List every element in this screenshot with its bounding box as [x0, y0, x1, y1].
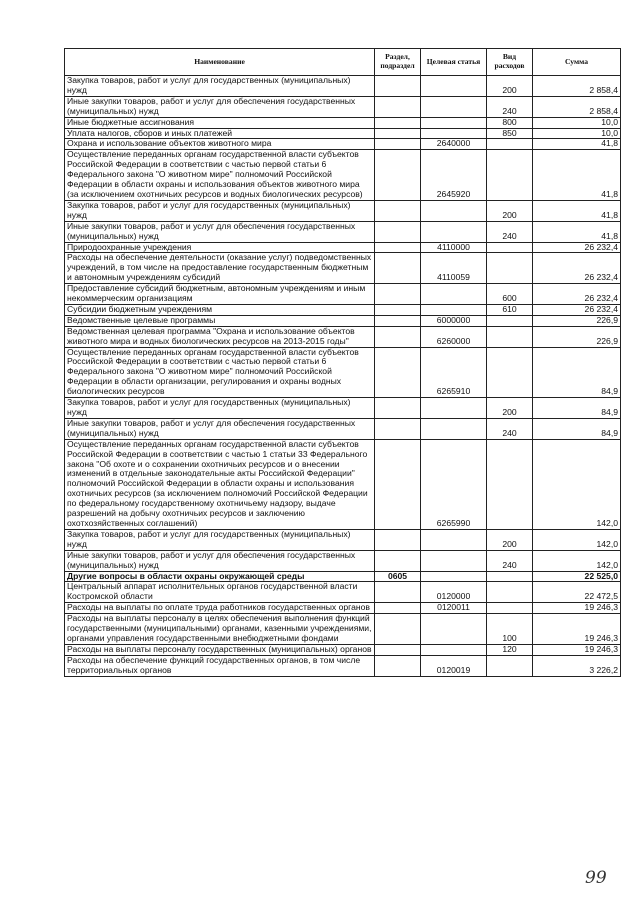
- row-section: [375, 439, 421, 529]
- row-sum: 142,0: [533, 550, 621, 571]
- table-row: [65, 128, 621, 139]
- table-row: [65, 398, 621, 419]
- row-expense-type: 120: [487, 644, 533, 655]
- row-name: Иные бюджетные ассигнования: [65, 117, 375, 128]
- row-section: [375, 96, 421, 117]
- row-expense-type: 240: [487, 418, 533, 439]
- row-expense-type: [487, 655, 533, 676]
- row-expense-type: [487, 326, 533, 347]
- row-sum: 41,8: [533, 200, 621, 221]
- row-section: 0605: [375, 571, 421, 582]
- row-sum: 84,9: [533, 418, 621, 439]
- row-expense-type: 850: [487, 128, 533, 139]
- row-target-article: [421, 644, 487, 655]
- table-row: [65, 418, 621, 439]
- table-row: [65, 96, 621, 117]
- row-section: [375, 644, 421, 655]
- row-target-article: [421, 418, 487, 439]
- row-sum: 41,8: [533, 139, 621, 150]
- row-expense-type: 100: [487, 614, 533, 645]
- row-expense-type: [487, 253, 533, 284]
- table-row: [65, 242, 621, 253]
- table-body: [65, 76, 621, 677]
- row-name: Другие вопросы в области охраны окружающей среды: [65, 571, 375, 582]
- row-sum: 41,8: [533, 221, 621, 242]
- row-name: Центральный аппарат исполнительных органов государственной власти Костромской области: [65, 582, 375, 603]
- row-sum: 226,9: [533, 315, 621, 326]
- row-section: [375, 253, 421, 284]
- row-sum: 22 525,0: [533, 571, 621, 582]
- row-section: [375, 304, 421, 315]
- row-section: [375, 347, 421, 398]
- row-section: [375, 655, 421, 676]
- row-target-article: 6265910: [421, 347, 487, 398]
- row-name: Ведомственные целевые программы: [65, 315, 375, 326]
- row-expense-type: 240: [487, 96, 533, 117]
- row-sum: 142,0: [533, 529, 621, 550]
- table-row: [65, 603, 621, 614]
- table-row: [65, 550, 621, 571]
- table-row: [65, 117, 621, 128]
- row-name: Уплата налогов, сборов и иных платежей: [65, 128, 375, 139]
- row-section: [375, 242, 421, 253]
- row-sum: 226,9: [533, 326, 621, 347]
- row-expense-type: 240: [487, 221, 533, 242]
- row-expense-type: [487, 139, 533, 150]
- table-row: [65, 76, 621, 97]
- header-section: Раздел, подраздел: [375, 49, 421, 76]
- row-sum: 26 232,4: [533, 304, 621, 315]
- table-row: [65, 439, 621, 529]
- row-expense-type: 200: [487, 76, 533, 97]
- row-target-article: [421, 398, 487, 419]
- table-row: [65, 221, 621, 242]
- row-sum: 142,0: [533, 439, 621, 529]
- row-expense-type: [487, 571, 533, 582]
- row-section: [375, 603, 421, 614]
- table-row: [65, 614, 621, 645]
- row-sum: 10,0: [533, 128, 621, 139]
- row-name: Иные закупки товаров, работ и услуг для обеспечения государственных (муниципальных) нужд: [65, 221, 375, 242]
- table-row: [65, 315, 621, 326]
- row-name: Закупка товаров, работ и услуг для государственных (муниципальных) нужд: [65, 200, 375, 221]
- budget-document: [64, 48, 620, 677]
- row-sum: 10,0: [533, 117, 621, 128]
- header-target-article: Целевая статья: [421, 49, 487, 76]
- row-section: [375, 221, 421, 242]
- row-target-article: [421, 128, 487, 139]
- row-expense-type: 200: [487, 200, 533, 221]
- row-expense-type: [487, 347, 533, 398]
- row-name: Иные закупки товаров, работ и услуг для обеспечения государственных (муниципальных) нужд: [65, 96, 375, 117]
- row-name: Ведомственная целевая программа "Охрана и использование объектов животного мира и водных биологических ресурсов на 2013-2015 годы": [65, 326, 375, 347]
- row-target-article: [421, 221, 487, 242]
- header-expense-type: Вид расходов: [487, 49, 533, 76]
- row-target-article: 2645920: [421, 150, 487, 201]
- row-target-article: 0120011: [421, 603, 487, 614]
- row-sum: 19 246,3: [533, 644, 621, 655]
- row-name: Предоставление субсидий бюджетным, автономным учреждениям и иным некоммерческим организациям: [65, 284, 375, 305]
- row-expense-type: [487, 242, 533, 253]
- row-name: Осуществление переданных органам государственной власти субъектов Российской Федерации в соответствии с частью первой статьи 6 Федерального закона "О животном мире" полномочий Российской Федерации в области охраны и использования объектов животного мира (за исключением охотничьих ресурсов и водных биологических ресурсов): [65, 150, 375, 201]
- row-name: Расходы на обеспечение деятельности (оказание услуг) подведомственных учреждений, в том числе на предоставление государственным бюджетным и автономным учреждениям субсидий: [65, 253, 375, 284]
- row-expense-type: 240: [487, 550, 533, 571]
- table-row: [65, 284, 621, 305]
- row-name: Расходы на выплаты персоналу государственных (муниципальных) органов: [65, 644, 375, 655]
- row-name: Закупка товаров, работ и услуг для государственных (муниципальных) нужд: [65, 76, 375, 97]
- row-sum: 19 246,3: [533, 603, 621, 614]
- row-sum: 26 232,4: [533, 242, 621, 253]
- header-sum: Сумма: [533, 49, 621, 76]
- table-row: [65, 347, 621, 398]
- row-target-article: 6000000: [421, 315, 487, 326]
- row-section: [375, 418, 421, 439]
- row-target-article: [421, 571, 487, 582]
- row-name: Субсидии бюджетным учреждениям: [65, 304, 375, 315]
- row-sum: 84,9: [533, 347, 621, 398]
- row-expense-type: 800: [487, 117, 533, 128]
- row-target-article: [421, 76, 487, 97]
- table-row: [65, 571, 621, 582]
- row-expense-type: [487, 315, 533, 326]
- row-target-article: [421, 96, 487, 117]
- row-target-article: 6265990: [421, 439, 487, 529]
- row-sum: 26 232,4: [533, 284, 621, 305]
- row-expense-type: [487, 150, 533, 201]
- row-target-article: 4110059: [421, 253, 487, 284]
- row-section: [375, 150, 421, 201]
- row-section: [375, 139, 421, 150]
- row-sum: 3 226,2: [533, 655, 621, 676]
- row-expense-type: 600: [487, 284, 533, 305]
- row-name: Расходы на выплаты персоналу в целях обеспечения выполнения функций государственными (муниципальными) органами, казенными учреждениями, органами управления государственными внебюджетными фондами: [65, 614, 375, 645]
- row-section: [375, 529, 421, 550]
- row-section: [375, 315, 421, 326]
- row-sum: 22 472,5: [533, 582, 621, 603]
- table-row: [65, 139, 621, 150]
- table-row: [65, 582, 621, 603]
- row-sum: 41,8: [533, 150, 621, 201]
- budget-table: [64, 48, 621, 677]
- table-row: [65, 200, 621, 221]
- row-target-article: 6260000: [421, 326, 487, 347]
- row-name: Осуществление переданных органам государственной власти субъектов Российской Федерации в соответствии с частью 1 статьи 33 Федерального закона "Об охоте и о сохранении охотничьих ресурсов и о внесении изменений в отдельные законодательные акты Российской Федерации" полномочий Российской Федерации в области охраны и использования охотничьих ресурсов (за исключением полномочий Российской Федерации по федеральному государственному охотничьему надзору, выдаче разрешений на добычу охотничьих ресурсов и заключению охотхозяйственных соглашений): [65, 439, 375, 529]
- row-name: Закупка товаров, работ и услуг для государственных (муниципальных) нужд: [65, 398, 375, 419]
- row-section: [375, 582, 421, 603]
- row-section: [375, 128, 421, 139]
- table-row: [65, 326, 621, 347]
- row-sum: 84,9: [533, 398, 621, 419]
- table-row: [65, 644, 621, 655]
- row-name: Расходы на обеспечение функций государственных органов, в том числе территориальных органов: [65, 655, 375, 676]
- row-expense-type: [487, 439, 533, 529]
- row-target-article: [421, 529, 487, 550]
- row-name: Иные закупки товаров, работ и услуг для обеспечения государственных (муниципальных) нужд: [65, 418, 375, 439]
- row-name: Охрана и использование объектов животного мира: [65, 139, 375, 150]
- row-section: [375, 398, 421, 419]
- row-target-article: [421, 200, 487, 221]
- row-name: Закупка товаров, работ и услуг для государственных (муниципальных) нужд: [65, 529, 375, 550]
- table-row: [65, 655, 621, 676]
- row-sum: 19 246,3: [533, 614, 621, 645]
- row-target-article: [421, 550, 487, 571]
- row-section: [375, 550, 421, 571]
- table-row: [65, 253, 621, 284]
- row-target-article: [421, 284, 487, 305]
- row-target-article: [421, 117, 487, 128]
- row-sum: 2 858,4: [533, 76, 621, 97]
- row-section: [375, 284, 421, 305]
- table-header-row: [65, 49, 621, 76]
- row-sum: 2 858,4: [533, 96, 621, 117]
- row-name: Осуществление переданных органам государственной власти субъектов Российской Федерации в соответствии с частью первой статьи 6 Федерального закона "О животном мире" полномочий Российской Федерации в области организации, регулирования и охраны водных биологических ресурсов: [65, 347, 375, 398]
- row-section: [375, 614, 421, 645]
- row-expense-type: [487, 603, 533, 614]
- row-target-article: 2640000: [421, 139, 487, 150]
- page-number: 99: [585, 868, 607, 888]
- table-row: [65, 150, 621, 201]
- row-name: Иные закупки товаров, работ и услуг для обеспечения государственных (муниципальных) нужд: [65, 550, 375, 571]
- row-section: [375, 76, 421, 97]
- row-name: Расходы на выплаты по оплате труда работников государственных органов: [65, 603, 375, 614]
- row-target-article: 4110000: [421, 242, 487, 253]
- row-expense-type: [487, 582, 533, 603]
- row-section: [375, 200, 421, 221]
- row-expense-type: 200: [487, 398, 533, 419]
- row-target-article: 0120000: [421, 582, 487, 603]
- row-name: Природоохранные учреждения: [65, 242, 375, 253]
- table-row: [65, 304, 621, 315]
- table-row: [65, 529, 621, 550]
- row-section: [375, 117, 421, 128]
- row-target-article: 0120019: [421, 655, 487, 676]
- row-section: [375, 326, 421, 347]
- row-target-article: [421, 304, 487, 315]
- row-expense-type: 200: [487, 529, 533, 550]
- header-name: Наименование: [65, 49, 375, 76]
- row-expense-type: 610: [487, 304, 533, 315]
- row-target-article: [421, 614, 487, 645]
- row-sum: 26 232,4: [533, 253, 621, 284]
